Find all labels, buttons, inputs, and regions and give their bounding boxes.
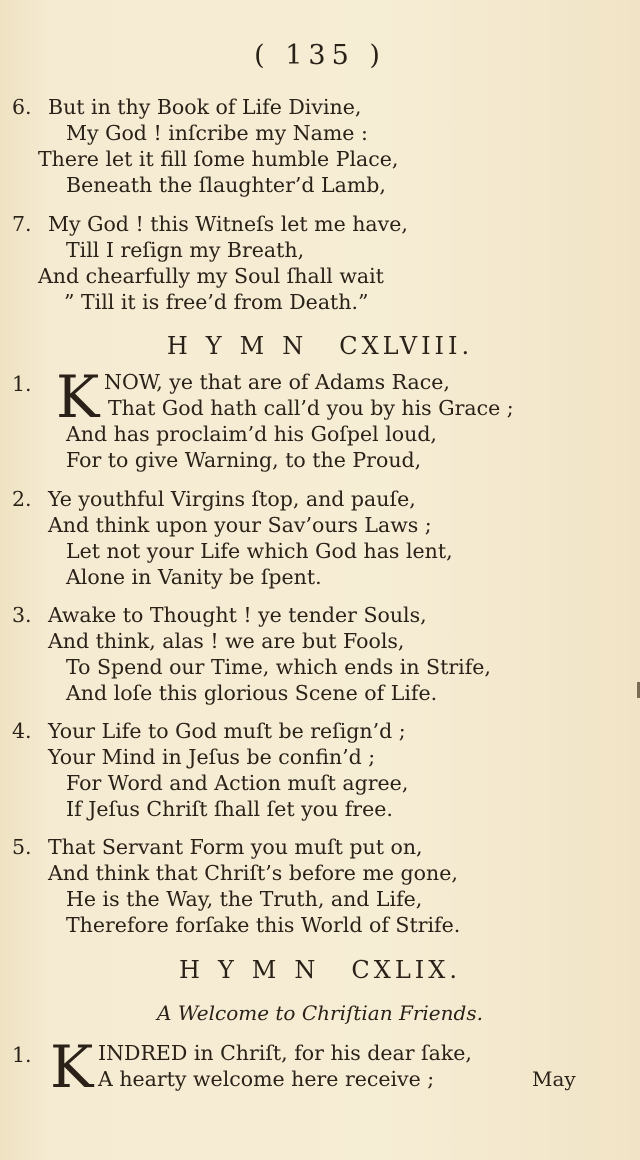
verse-number: 2. bbox=[12, 487, 32, 511]
verse-line: Till I reſign my Breath, bbox=[66, 238, 305, 262]
verse-line: Therefore forſake this World of Strife. bbox=[66, 913, 461, 937]
verse-number: 5. bbox=[12, 835, 32, 859]
verse-line: And think, alas ! we are but Fools, bbox=[48, 629, 405, 653]
verse-line: Awake to Thought ! ye tender Souls, bbox=[48, 603, 427, 627]
verse-line: But in thy Book of Life Divine, bbox=[48, 95, 362, 119]
hymn-149-subtitle: A Welcome to Chriſtian Friends. bbox=[157, 1001, 483, 1025]
hymn-title-number: CXLVIII. bbox=[339, 332, 474, 360]
verse-line: Alone in Vanity be ſpent. bbox=[66, 565, 322, 589]
verse-line: That Servant Form you muſt put on, bbox=[48, 835, 423, 859]
verse-line: And think upon your Sav’ours Laws ; bbox=[48, 513, 432, 537]
verse-line: For to give Warning, to the Proud, bbox=[66, 448, 422, 472]
verse-line: And has proclaim’d his Goſpel loud, bbox=[66, 422, 437, 446]
verse-number: 6. bbox=[12, 95, 32, 119]
catchword: May bbox=[532, 1067, 576, 1091]
verse-line: Ye youthful Virgins ſtop, and pauſe, bbox=[48, 487, 416, 511]
verse-number: 7. bbox=[12, 212, 32, 236]
verse-line: Your Life to God muſt be reſign’d ; bbox=[48, 719, 406, 743]
verse-line: And think that Chriſt’s before me gone, bbox=[48, 861, 458, 885]
verse-line: ” Till it is free’d from Death.” bbox=[64, 290, 369, 314]
verse-line: That God hath call’d you by his Grace ; bbox=[108, 396, 514, 420]
hymn-148-title bbox=[0, 334, 640, 358]
hymn-title-word: HYMN bbox=[179, 956, 334, 984]
verse-line: He is the Way, the Truth, and Life, bbox=[66, 887, 423, 911]
verse-line: And loſe this glorious Scene of Life. bbox=[66, 681, 438, 705]
verse-number: 1. bbox=[12, 1043, 32, 1067]
verse-line: A hearty welcome here receive ; bbox=[98, 1067, 435, 1091]
verse-line: And chearfully my Soul ſhall wait bbox=[38, 264, 384, 288]
drop-cap: K bbox=[50, 1033, 94, 1101]
verse-number: 1. bbox=[12, 372, 32, 396]
verse-line: For Word and Action muſt agree, bbox=[66, 771, 409, 795]
verse-number: 4. bbox=[12, 719, 32, 743]
verse-line: To Spend our Time, which ends in Strife, bbox=[66, 655, 491, 679]
verse-line: Your Mind in Jeſus be confin’d ; bbox=[48, 745, 376, 769]
page-number: ( 135 ) bbox=[254, 40, 386, 71]
verse-line: My God ! inſcribe my Name : bbox=[66, 121, 368, 145]
verse-line: Let not your Life which God has lent, bbox=[66, 539, 453, 563]
verse-line: There let it fill ſome humble Place, bbox=[38, 147, 399, 171]
hymn-title-number: CXLIX. bbox=[351, 956, 461, 984]
hymn-title-word: HYMN bbox=[166, 332, 322, 360]
verse-line: If Jeſus Chriſt ſhall ſet you free. bbox=[66, 797, 393, 821]
drop-cap: K bbox=[56, 363, 100, 431]
verse-number: 3. bbox=[12, 603, 32, 627]
verse-line: INDRED in Chriſt, for his dear ſake, bbox=[98, 1041, 472, 1065]
verse-line: My God ! this Witneſs let me have, bbox=[48, 212, 408, 236]
verse-line: Beneath the ſlaughter’d Lamb, bbox=[66, 173, 386, 197]
verse-line: NOW, ye that are of Adams Race, bbox=[104, 370, 450, 394]
hymn-149-title bbox=[0, 958, 640, 982]
